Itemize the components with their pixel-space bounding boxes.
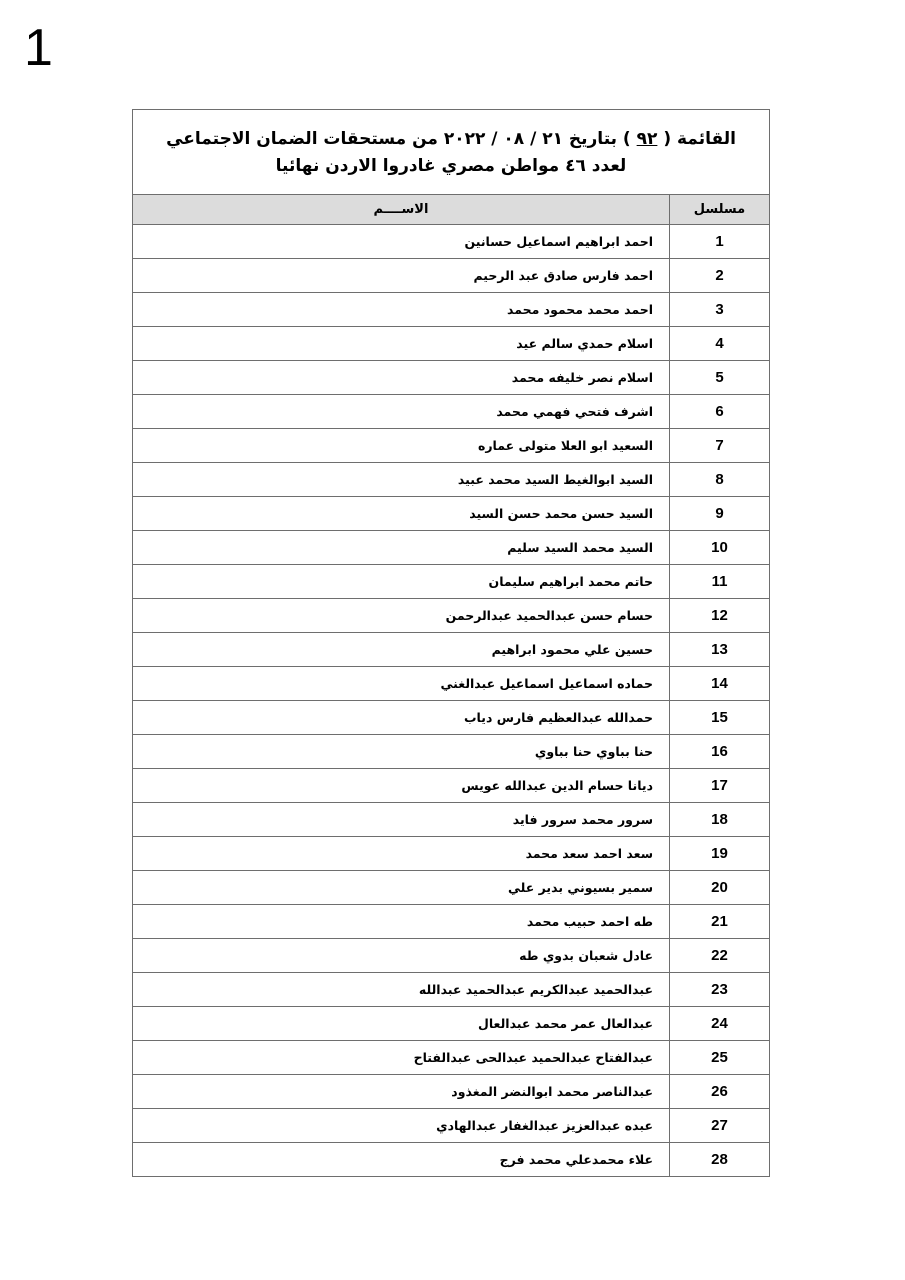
table-header-row [133,195,770,225]
table-row [133,633,770,667]
name-cell: عبدالفتاح عبدالحميد عبدالحى عبدالفتاح [133,1041,670,1075]
serial-cell: 7 [670,429,770,463]
serial-cell: 17 [670,769,770,803]
serial-cell: 20 [670,871,770,905]
table-row [133,429,770,463]
table-row [133,905,770,939]
serial-cell: 12 [670,599,770,633]
name-cell: سرور محمد سرور فايد [133,803,670,837]
name-cell: حاتم محمد ابراهيم سليمان [133,565,670,599]
serial-cell: 19 [670,837,770,871]
serial-cell: 23 [670,973,770,1007]
serial-cell: 14 [670,667,770,701]
table-row [133,701,770,735]
name-cell: احمد ابراهيم اسماعيل حسانين [133,225,670,259]
serial-cell: 3 [670,293,770,327]
name-cell: حسين علي محمود ابراهيم [133,633,670,667]
table-row [133,463,770,497]
table-row [133,735,770,769]
table-row [133,531,770,565]
name-cell: عبدالحميد عبدالكريم عبدالحميد عبدالله [133,973,670,1007]
table-body [133,225,770,1177]
name-cell: اسلام نصر خليفه محمد [133,361,670,395]
serial-cell: 26 [670,1075,770,1109]
name-cell: السيد محمد السيد سليم [133,531,670,565]
table-row [133,361,770,395]
beneficiaries-table [132,109,770,1177]
table-row [133,803,770,837]
table-row [133,395,770,429]
serial-cell: 21 [670,905,770,939]
table-row [133,259,770,293]
title-row [133,110,770,195]
table-row [133,1109,770,1143]
serial-cell: 6 [670,395,770,429]
table-row [133,837,770,871]
serial-cell: 1 [670,225,770,259]
table-row [133,871,770,905]
name-cell: طه احمد حبيب محمد [133,905,670,939]
name-cell: حمدالله عبدالعظيم فارس دياب [133,701,670,735]
serial-cell: 10 [670,531,770,565]
serial-cell: 9 [670,497,770,531]
name-cell: ديانا حسام الدين عبدالله عويس [133,769,670,803]
serial-cell: 24 [670,1007,770,1041]
name-cell: عبدالناصر محمد ابوالنضر المغذود [133,1075,670,1109]
serial-header: مسلسل [670,195,770,225]
table-row [133,327,770,361]
name-cell: عبده عبدالعزيز عبدالغفار عبدالهادي [133,1109,670,1143]
table-row [133,1041,770,1075]
serial-cell: 8 [670,463,770,497]
table-row [133,1007,770,1041]
title-line-1 [145,126,757,153]
name-cell: حنا بباوي حنا بباوي [133,735,670,769]
name-cell: السيد ابوالغيط السيد محمد عبيد [133,463,670,497]
table-row [133,973,770,1007]
table-row [133,1143,770,1177]
serial-cell: 4 [670,327,770,361]
table-row [133,769,770,803]
title-line-2: لعدد ٤٦ مواطن مصري غادروا الاردن نهائيا [275,156,627,176]
name-cell: اشرف فتحي فهمي محمد [133,395,670,429]
table-row [133,293,770,327]
serial-cell: 2 [670,259,770,293]
name-cell: عبدالعال عمر محمد عبدالعال [133,1007,670,1041]
name-cell: احمد فارس صادق عبد الرحيم [133,259,670,293]
serial-cell: 11 [670,565,770,599]
table-row [133,1075,770,1109]
serial-cell: 27 [670,1109,770,1143]
table-row [133,939,770,973]
serial-cell: 25 [670,1041,770,1075]
name-cell: السيد حسن محمد حسن السيد [133,497,670,531]
name-cell: عادل شعبان بدوي طه [133,939,670,973]
table-row [133,599,770,633]
name-cell: علاء محمدعلي محمد فرج [133,1143,670,1177]
name-cell: السعيد ابو العلا متولى عماره [133,429,670,463]
name-cell: احمد محمد محمود محمد [133,293,670,327]
name-cell: سعد احمد سعد محمد [133,837,670,871]
table-row [133,225,770,259]
table-row [133,497,770,531]
serial-cell: 18 [670,803,770,837]
title-prefix: القائمة ( [663,129,736,149]
name-header: الاســــم [133,195,670,225]
serial-cell: 16 [670,735,770,769]
table-row [133,667,770,701]
name-cell: سمير بسيوني بدير علي [133,871,670,905]
serial-cell: 5 [670,361,770,395]
serial-cell: 15 [670,701,770,735]
page-number: 1 [24,19,53,77]
document-title [133,110,770,195]
serial-cell: 28 [670,1143,770,1177]
name-cell: حسام حسن عبدالحميد عبدالرحمن [133,599,670,633]
serial-cell: 22 [670,939,770,973]
serial-cell: 13 [670,633,770,667]
name-cell: اسلام حمدي سالم عيد [133,327,670,361]
table-row [133,565,770,599]
name-cell: حماده اسماعيل اسماعيل عبدالغني [133,667,670,701]
title-suffix: ) بتاريخ ٢١ / ٠٨ / ٢٠٢٢ من مستحقات الضمان الاجتماعي [166,129,631,149]
list-number: ٩٢ [636,129,658,149]
